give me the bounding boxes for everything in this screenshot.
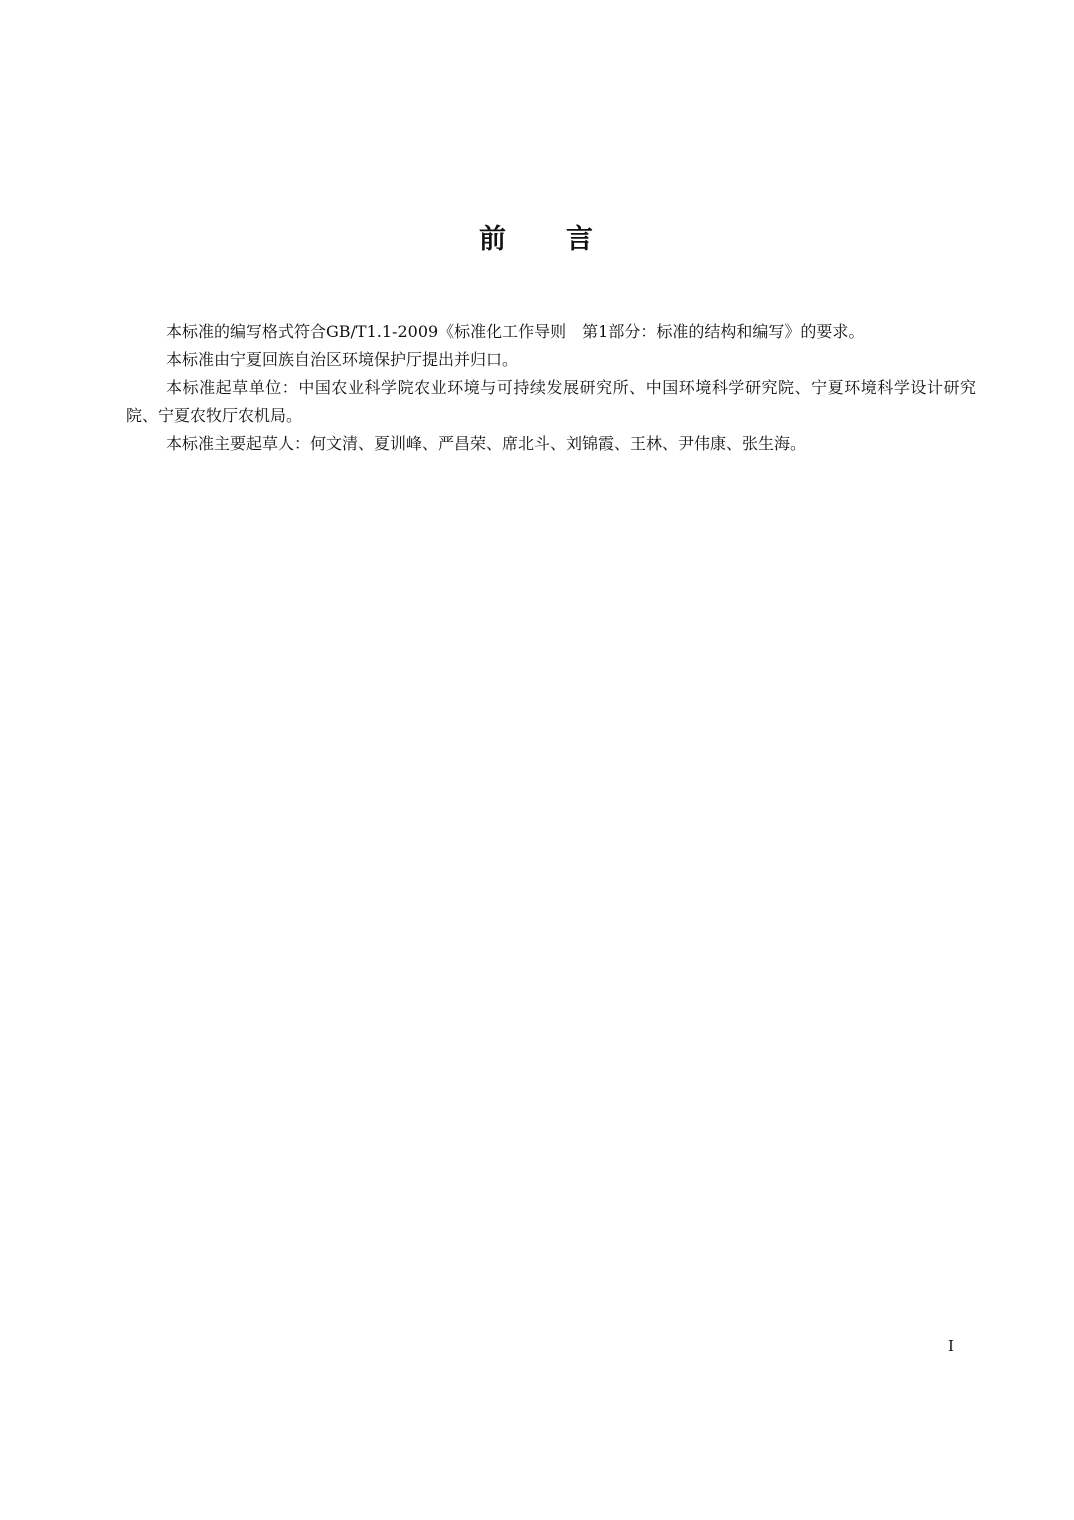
- page-number: I: [948, 1337, 954, 1355]
- paragraph-drafting-units: 本标准起草单位：中国农业科学院农业环境与可持续发展研究所、中国环境科学研究院、宁夏环境科学设计研究院、宁夏农牧厅农机局。: [126, 378, 976, 425]
- title-char-1: 前: [479, 224, 508, 255]
- paragraph-proposer: 本标准由宁夏回族自治区环境保护厅提出并归口。: [166, 350, 519, 369]
- title-char-2: 言: [566, 224, 595, 255]
- page-title: [0, 218, 1074, 262]
- paragraph-drafters: 本标准主要起草人：何文清、夏训峰、严昌荣、席北斗、刘锦霞、王林、尹伟康、张生海。: [166, 434, 807, 453]
- foreword-body: [126, 318, 976, 458]
- paragraph-format: 本标准的编写格式符合GB/T1.1-2009《标准化工作导则 第1部分：标准的结构和编写》的要求。: [166, 322, 865, 341]
